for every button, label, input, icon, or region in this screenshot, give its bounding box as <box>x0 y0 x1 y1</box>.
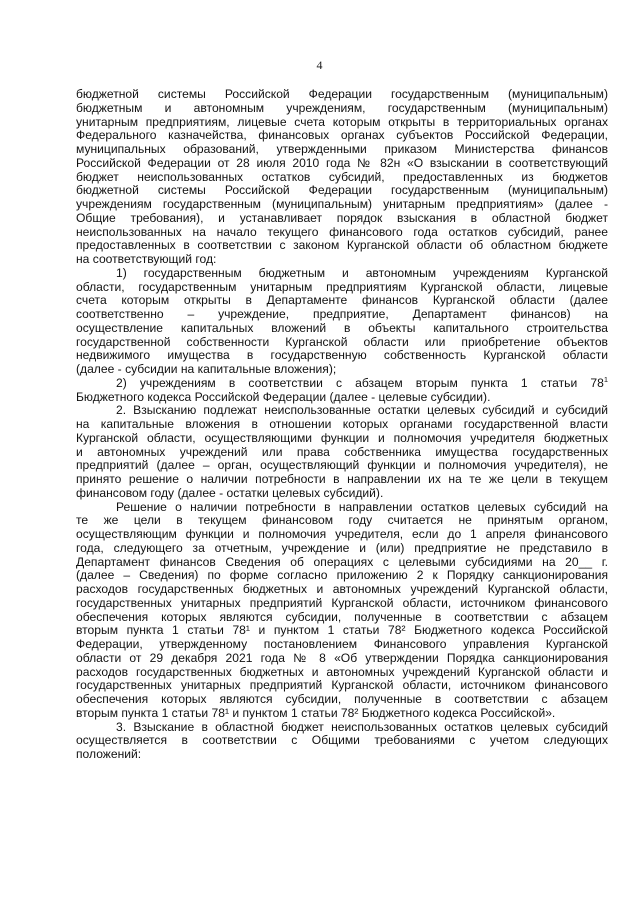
text-line <box>76 446 608 460</box>
text-line <box>76 102 608 116</box>
text-line <box>76 611 608 625</box>
text-line <box>76 198 608 212</box>
text-line <box>76 501 608 515</box>
text-line <box>76 748 608 762</box>
text-line-content: Курганской области, осуществляющими функции и полномочия учредителя бюджетных <box>76 430 608 445</box>
text-line <box>76 514 608 528</box>
text-line <box>76 253 608 267</box>
text-line <box>76 487 608 501</box>
text-line-content: бюджетной системы Российской Федерации государственным (муниципальным) <box>76 87 608 101</box>
text-line-content: осуществляющим функции и полномочия учредителя, если до 1 апреля финансового <box>76 527 608 541</box>
text-line <box>76 116 608 130</box>
text-line-content: соответственно – учреждение, предприятие, Департамент финансов) на <box>76 307 608 321</box>
text-line-content: и автономных учреждений или права собственника имущества государственных <box>76 444 608 459</box>
text-line <box>76 597 608 611</box>
text-line <box>76 721 608 735</box>
text-line <box>76 734 608 748</box>
text-line-content: 3. Взыскание в областной бюджет неиспользованных остатков целевых субсидий <box>116 719 608 734</box>
text-line-content: Федерального казначейства, финансовых органах субъектов Российской Федерации, <box>76 128 608 143</box>
document-body <box>76 88 608 762</box>
text-line-content: области, государственным унитарным предприятиям Курганской области, лицевые <box>76 279 608 294</box>
text-line <box>76 239 608 253</box>
text-line-content: унитарным предприятиям, лицевые счета которым открыты в территориальных органах <box>76 114 608 129</box>
text-line <box>76 473 608 487</box>
text-line <box>76 693 608 707</box>
text-line <box>76 652 608 666</box>
text-line <box>76 679 608 693</box>
text-line <box>76 88 608 102</box>
text-line-content: финансовом году (далее - остатки целевых субсидий). <box>76 485 384 500</box>
text-line-content: обеспечения которых являются субсидии, полученные в соответствии с абзацем <box>76 609 608 624</box>
text-line-content: расходов государственных бюджетных и автономных учреждений Курганской области и <box>76 664 608 679</box>
text-line <box>76 157 608 171</box>
text-line-content: учреждениям государственным (муниципальным) унитарным предприятиям» (далее - <box>76 197 608 211</box>
page-number: 4 <box>316 58 323 72</box>
text-line <box>76 267 608 281</box>
text-line <box>76 404 608 418</box>
text-line <box>76 322 608 336</box>
text-line <box>76 143 608 157</box>
text-line-content: года, следующего за отчетным, учреждение и (или) предприятие не представило в <box>76 540 608 555</box>
text-line-content: предоставленных в соответствии с законом Курганской области об областном бюджете <box>76 238 608 253</box>
text-line <box>76 707 608 721</box>
text-line <box>76 556 608 570</box>
text-line <box>76 294 608 308</box>
text-line-content: положений: <box>76 747 142 761</box>
text-line-content: (далее – Сведения) по форме согласно приложению 2 к Порядку санкционирования <box>76 568 608 583</box>
text-line <box>76 569 608 583</box>
text-line-content: бюджет неиспользованных остатков субсидий, предоставленных из бюджетов <box>76 169 608 184</box>
text-line-content: бюджетным и автономным учреждениям, государственным (муниципальным) <box>76 100 608 115</box>
text-line-content: недвижимого имущества в государственную собственность Курганской области <box>76 348 608 363</box>
text-line-content: расходов государственных бюджетных и автономных учреждений Курганской области, <box>76 582 608 596</box>
text-line <box>76 184 608 198</box>
text-line-content: государственных унитарных предприятий Курганской области, источником финансового <box>76 595 608 610</box>
text-line <box>76 171 608 185</box>
text-line-content: Федерации, утвержденному постановлением Финансового управления Курганской <box>76 637 608 651</box>
text-line-content: осуществление капитальных вложений в объекты капитального строительства <box>76 320 608 335</box>
text-line-content: Решение о наличии потребности в направлении остатков целевых субсидий на <box>116 499 608 514</box>
text-line-content: неиспользованных на начало текущего финансового года остатков субсидий, ранее <box>76 224 608 239</box>
text-line <box>76 281 608 295</box>
text-line-content: Российской Федерации от 28 июля 2010 года № 82н «О взыскании в соответствующий <box>76 155 608 170</box>
text-line <box>76 583 608 597</box>
text-line-content: 1) государственным бюджетным и автономным учреждениям Курганской <box>116 265 608 280</box>
text-line-content: счета которым открыты в Департаменте финансов Курганской области (далее <box>76 293 608 308</box>
text-line-content: те же цели в текущем финансовом году считается не принятым органом, <box>76 513 608 528</box>
text-line <box>76 638 608 652</box>
text-line <box>76 308 608 322</box>
text-line <box>76 459 608 473</box>
text-line-content: бюджетной системы Российской Федерации государственным (муниципальным) <box>76 183 608 198</box>
text-line-content: муниципальных образований, утвержденными приказом Министерства финансов <box>76 142 608 156</box>
text-line-content: 2) учреждениям в соответствии с абзацем вторым пункта 1 статьи 78 <box>116 375 604 390</box>
text-line-content: на соответствующий год: <box>76 252 217 266</box>
text-line <box>76 129 608 143</box>
text-line <box>76 432 608 446</box>
text-line-content: государственной собственности Курганской области или приобретение объектов <box>76 334 608 349</box>
text-line-content: осуществляется в соответствии с Общими требованиями с учетом следующих <box>76 733 608 748</box>
text-line-content: 2. Взысканию подлежат неиспользованные остатки целевых субсидий и субсидий <box>116 403 608 418</box>
text-line <box>76 418 608 432</box>
text-line <box>76 212 608 226</box>
text-line <box>76 528 608 542</box>
text-line <box>76 336 608 350</box>
text-line-content: Департамент финансов Сведения об операциях с целевыми субсидиями на 20__ г. <box>76 554 608 569</box>
text-line <box>76 226 608 240</box>
text-line-content: Общие требования), и устанавливает порядок взыскания в областной бюджет <box>76 210 608 225</box>
text-line <box>76 374 608 391</box>
text-line-content: обеспечения которых являются субсидии, полученные в соответствии с абзацем <box>76 692 608 706</box>
text-line <box>76 349 608 363</box>
text-line-content: (далее - субсидии на капитальные вложения); <box>76 362 337 376</box>
text-line-content: принято решение о наличии потребности в направлении их на те же цели в текущем <box>76 472 608 486</box>
text-line-content: на капитальные вложения в отношении которых органами государственной власти <box>76 417 608 431</box>
superscript: 1 <box>603 374 608 384</box>
text-line-content: вторым пункта 1 статьи 78¹ и пунктом 1 статьи 78² Бюджетного кодекса Российской». <box>76 705 556 720</box>
text-line <box>76 666 608 680</box>
text-line-content: предприятий (далее – орган, осуществляющий функции и полномочия учредителя), не <box>76 458 608 473</box>
text-line <box>76 624 608 638</box>
text-line-content: области от 29 декабря 2021 года № 8 «Об утверждении Порядка санкционирования <box>76 650 608 665</box>
text-line <box>76 391 608 405</box>
text-line-content: государственных унитарных предприятий Курганской области, источником финансового <box>76 678 608 693</box>
text-line-content: Бюджетного кодекса Российской Федерации (далее - целевые субсидии). <box>76 389 491 404</box>
text-line-content: вторым пункта 1 статьи 78¹ и пунктом 1 статьи 78² Бюджетного кодекса Российской <box>76 623 608 638</box>
text-line <box>76 363 608 377</box>
text-line <box>76 542 608 556</box>
